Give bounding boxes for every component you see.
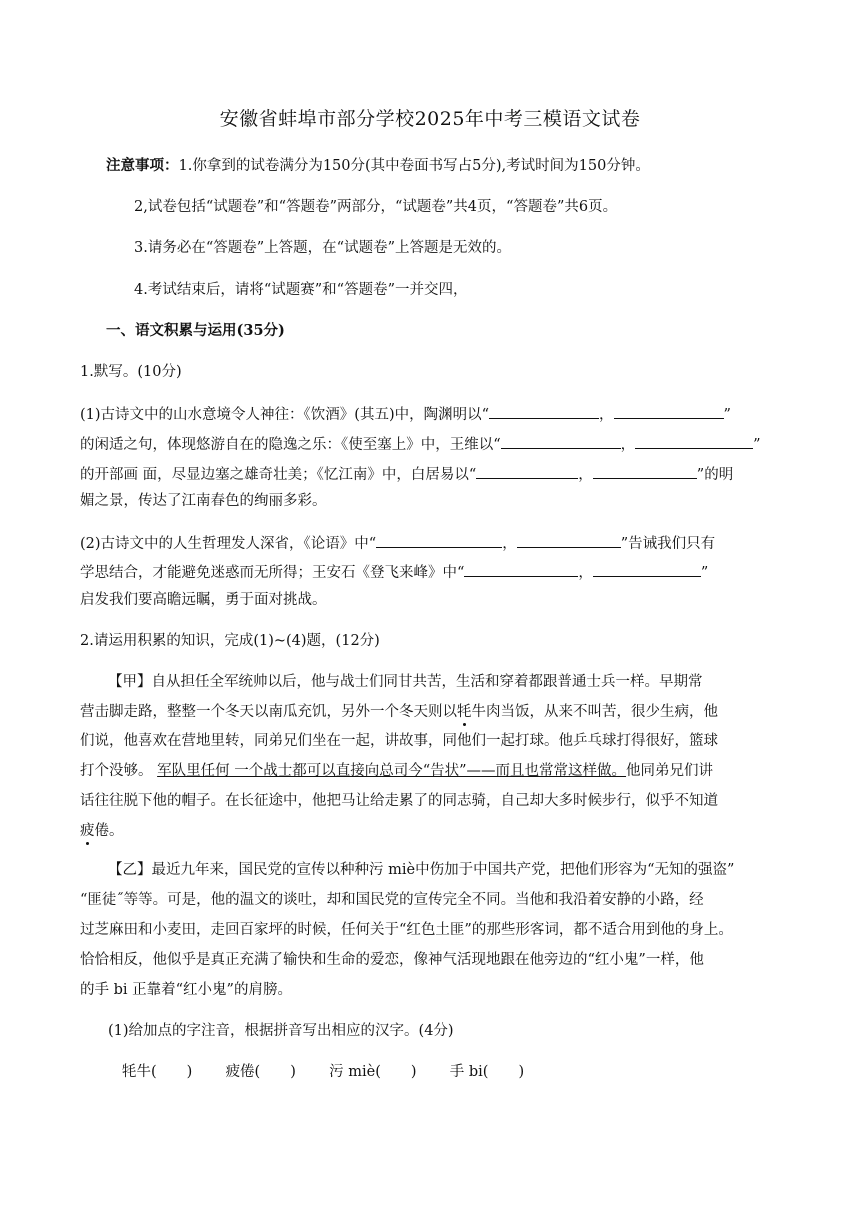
- answer-blank[interactable]: [614, 404, 724, 419]
- answer-blank[interactable]: [476, 464, 578, 479]
- q1-p2-line-2: [80, 562, 708, 583]
- answer-blank[interactable]: [517, 533, 621, 548]
- q1-p1-line-1: [80, 404, 731, 425]
- notice-line-1: [106, 156, 650, 176]
- text: ”: [753, 437, 761, 453]
- jia-line-5: 话往往脱下他的帽子。在长征途中，他把马让给走累了的同志骑，自己却大多时候步行，似乎不知道: [80, 793, 718, 809]
- answer-blank[interactable]: [464, 562, 578, 577]
- jia-line-4: [80, 761, 713, 781]
- text: 打个没够。: [80, 763, 153, 779]
- question-1-heading: 1.默写。(10分): [80, 364, 182, 380]
- text: ): [518, 1064, 525, 1080]
- section-heading: 一、语文积累与运用(35分): [106, 322, 285, 339]
- answer-blank[interactable]: [635, 434, 753, 449]
- answer-blank[interactable]: [501, 434, 621, 449]
- yi-line-5: 的手 bi 正靠着“红小鬼”的肩膀。: [80, 982, 292, 998]
- text: (1)古诗文中的山水意境令人神往：《饮酒》(其五)中，陶渊明以“: [80, 407, 490, 423]
- question-2-heading: 2.请运用积累的知识，完成(1)~(4)题，(12分): [80, 633, 380, 649]
- yi-line-4: 恰恰相反，他似乎是真正充满了输快和生命的爱恋，像神气活现地跟在他旁边的“红小鬼”一样，他: [80, 952, 704, 968]
- yi-line-2: “匪徒˝等等。可是，他的温文的谈吐，却和国民党的宣传完全不同。当他和我沿着安静的小路，经: [80, 892, 704, 908]
- text: 营击脚走路，整整一个冬天以南瓜充饥，另外一个冬天则以: [80, 704, 457, 720]
- page-title: 安徽省蚌埠市部分学校2025年中考三模语文试卷: [219, 108, 641, 130]
- text: ，: [578, 467, 593, 483]
- q1-p1-line-4: 媚之景，传达了江南春色的绚丽多彩。: [80, 493, 327, 509]
- text: ”: [723, 407, 731, 423]
- text: 倦。: [94, 823, 124, 839]
- text: ): [290, 1064, 296, 1080]
- notice-item-4: 4.考试结束后，请将“试题赛”和“答题卷”一并交四，: [134, 282, 468, 298]
- text: 的闲适之句，体现悠游自在的隐逸之乐：《使至塞上》中，王维以“: [80, 437, 501, 453]
- yi-line-3: 过芝麻田和小麦田，走回百家坪的时候，任何关于“红色土匪”的那些形客词，都不适合用到他的身上。: [80, 922, 733, 938]
- dotted-char: 疲: [80, 823, 95, 839]
- text: ): [410, 1064, 417, 1080]
- answer-label: 手 bi(: [449, 1064, 489, 1080]
- answer-blank[interactable]: [593, 464, 697, 479]
- text: (2)古诗文中的人生哲理发人深省，《论语》中“: [80, 536, 377, 552]
- text: ): [186, 1064, 193, 1080]
- sub-question-1: (1)给加点的字注音，根据拼音写出相应的汉字。(4分): [108, 1023, 454, 1039]
- text: ，: [620, 437, 636, 453]
- text: ”: [700, 565, 709, 581]
- jia-line-6: [80, 821, 124, 841]
- text: ”告诫我们只有: [620, 536, 716, 552]
- q1-p2-line-1: [80, 533, 715, 554]
- answer-blank[interactable]: [376, 533, 502, 548]
- dotted-char: 牦: [457, 704, 472, 720]
- text: ，: [599, 407, 614, 423]
- text: ，: [502, 536, 517, 552]
- answer-label: 污 miè(: [329, 1064, 381, 1080]
- notice-item-1: 1.你拿到的试卷满分为150分(其中卷面书写占5分),考试时间为150分钟。: [178, 158, 650, 174]
- answer-blank[interactable]: [489, 404, 599, 419]
- notice-item-3: 3.请务必在“答题卷”上答题，在“试题卷”上答题是无效的。: [134, 240, 511, 256]
- notice-item-2: 2,试卷包括“试题卷”和“答题卷”两部分，“试题卷”共4页，“答题卷”共6页。: [134, 199, 618, 215]
- underlined-sentence: 军队里任何 一个战士都可以直接向总司今“告状”——而且也常常这样做。: [157, 763, 627, 779]
- answer-label: 牦牛(: [122, 1064, 157, 1080]
- answer-row: [122, 1062, 524, 1082]
- notice-label: 注意事项：: [106, 157, 179, 174]
- answer-blank[interactable]: [593, 562, 701, 577]
- text: 的开部画 面，尽显边塞之雄奇壮美；《忆江南》中，白居易以“: [80, 467, 477, 483]
- text: 他同弟兄们讲: [626, 763, 714, 779]
- answer-label: 疲倦(: [225, 1064, 261, 1080]
- jia-line-2: [80, 702, 718, 722]
- text: ，: [578, 565, 593, 581]
- jia-line-3: 们说，他喜欢在营地里转，同弟兄们坐在一起，讲故事，同他们一起打球。他乒乓球打得很好，篮球: [80, 733, 718, 749]
- text: 学思结合，才能避免迷惑而无所得；王安石《登飞来峰》中“: [80, 565, 465, 581]
- q1-p2-line-3: 启发我们要高瞻远瞩，勇于面对挑战。: [80, 592, 327, 608]
- q1-p1-line-3: [80, 464, 733, 485]
- text: 牛肉当饭，从来不叫苦，很少生病，他: [471, 704, 718, 720]
- q1-p1-line-2: [80, 434, 761, 455]
- jia-line-1: 【甲】自从担任全军统帅以后，他与战士们同甘共苦，生活和穿着都跟普通士兵一样。早期常: [108, 674, 703, 690]
- yi-line-1: 【乙】最近九年来，国民党的宣传以种种污 miè中伤加于中国共产党，把他们形容为“无知的强盗”: [108, 862, 735, 878]
- text: ”的明: [696, 467, 734, 483]
